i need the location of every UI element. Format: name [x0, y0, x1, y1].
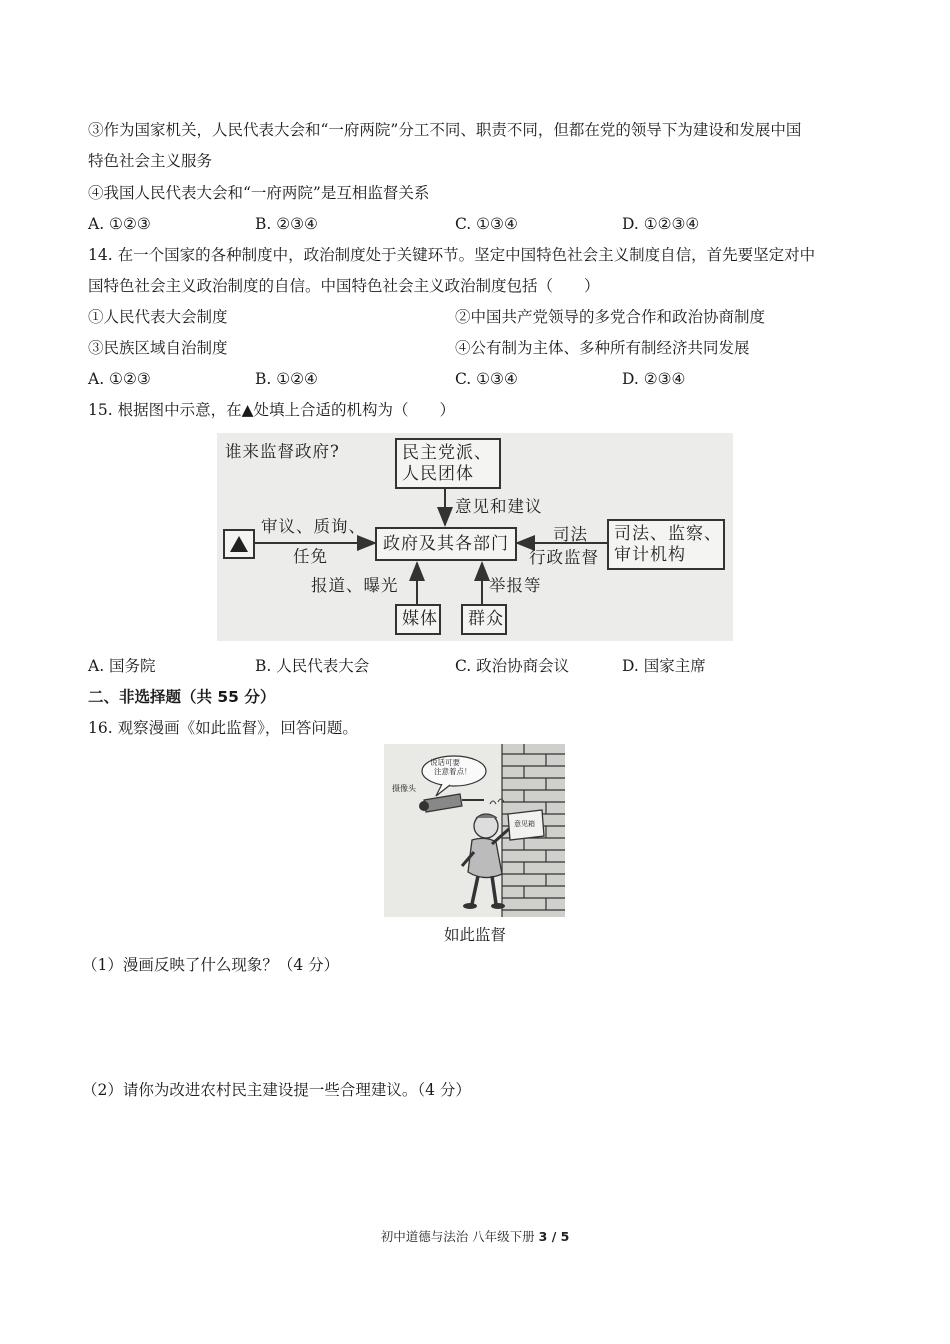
- q14-stem-line1: 14. 在一个国家的各种制度中，政治制度处于关键环节。坚定中国特色社会主义制度自信，首先要坚定对中: [88, 246, 816, 264]
- diagram-box-government: [375, 527, 517, 561]
- diagram-box-judicial-line1: 司法、监察、: [614, 524, 722, 544]
- q15-option-a: A. 国务院: [88, 657, 156, 675]
- diagram-title: 谁来监督政府?: [225, 442, 340, 461]
- cartoon-bubble-text-line2: 注意着点！: [434, 767, 472, 776]
- cartoon-caption: 如此监督: [443, 926, 506, 944]
- q15-option-d: D. 国家主席: [622, 657, 706, 675]
- q13-statement-3-line1: ③作为国家机关，人民代表大会和“一府两院”分工不同、职责不同，但都在党的领导下为建设和发展中国: [88, 121, 802, 139]
- diagram-box-judicial-line2: 审计机构: [614, 545, 686, 565]
- diagram-label-tipoff: 举报等: [489, 576, 542, 595]
- diagram-box-judicial: [607, 519, 725, 570]
- diagram-box-media-text: 媒体: [402, 609, 438, 629]
- q14-option-a: A. ①②③: [88, 370, 151, 388]
- diagram-box-masses-text: 群众: [468, 609, 504, 629]
- supervision-diagram: [217, 433, 733, 641]
- q13-option-c: C. ①③④: [455, 215, 518, 233]
- cartoon-camera-label: 摄像头: [392, 784, 416, 793]
- diagram-label-opinions: 意见和建议: [455, 497, 543, 516]
- q14-statement-2: ②中国共产党领导的多党合作和政治协商制度: [455, 308, 766, 326]
- q14-option-b: B. ①②④: [255, 370, 318, 388]
- diagram-label-review-line2: 任免: [293, 547, 328, 566]
- diagram-box-parties-line2: 人民团体: [402, 464, 474, 484]
- diagram-label-judicial-line2: 行政监督: [529, 548, 599, 567]
- diagram-box-parties-line1: 民主党派、: [402, 443, 492, 463]
- section-2-title: 二、非选择题（共 55 分）: [88, 688, 276, 706]
- q16-stem: 16. 观察漫画《如此监督》，回答问题。: [88, 719, 358, 737]
- diagram-box-masses: [461, 604, 507, 635]
- q14-statement-4: ④公有制为主体、多种所有制经济共同发展: [455, 339, 750, 357]
- cartoon-image: [384, 744, 565, 917]
- cartoon-bubble-text: [430, 758, 472, 776]
- diagram-box-parties: [395, 438, 501, 489]
- q14-statement-1: ①人民代表大会制度: [88, 308, 228, 326]
- q16-subquestion-2: （2）请你为改进农村民主建设提一些合理建议。（4 分）: [82, 1081, 471, 1099]
- q15-stem: 15. 根据图中示意，在▲处填上合适的机构为（ ）: [88, 401, 455, 419]
- cartoon-box-label: 意见箱: [514, 820, 535, 828]
- q14-statement-3: ③民族区域自治制度: [88, 339, 228, 357]
- q14-stem-line2: 国特色社会主义政治制度的自信。中国特色社会主义政治制度包括（ ）: [88, 277, 600, 295]
- q13-statement-4: ④我国人民代表大会和“一府两院”是互相监督关系: [88, 184, 430, 202]
- q15-option-c: C. 政治协商会议: [455, 657, 570, 675]
- q16-subquestion-1: （1）漫画反映了什么现象？（4 分）: [82, 956, 340, 974]
- diagram-box-media: [395, 604, 441, 635]
- diagram-label-judicial-line1: 司法: [553, 525, 588, 544]
- q13-option-d: D. ①②③④: [622, 215, 700, 233]
- cartoon-bubble-text-line1: 说话可要: [430, 758, 460, 767]
- footer-subject: 初中道德与法治 八年级下册: [380, 1229, 539, 1244]
- diagram-label-report: 报道、曝光: [311, 576, 399, 595]
- triangle-icon: [225, 531, 253, 557]
- q14-option-c: C. ①③④: [455, 370, 518, 388]
- page-footer: [0, 1227, 950, 1245]
- q13-option-a: A. ①②③: [88, 215, 151, 233]
- q13-option-b: B. ②③④: [255, 215, 318, 233]
- footer-page-number: 3 / 5: [538, 1229, 570, 1244]
- diagram-label-review-line1: 审议、质询、: [261, 517, 366, 536]
- q14-option-d: D. ②③④: [622, 370, 686, 388]
- diagram-box-government-text: 政府及其各部门: [383, 534, 509, 554]
- cartoon-drawing: [384, 744, 565, 917]
- diagram-box-blank: [223, 529, 255, 559]
- q15-option-b: B. 人民代表大会: [255, 657, 370, 675]
- q13-statement-3-line2: 特色社会主义服务: [88, 152, 213, 170]
